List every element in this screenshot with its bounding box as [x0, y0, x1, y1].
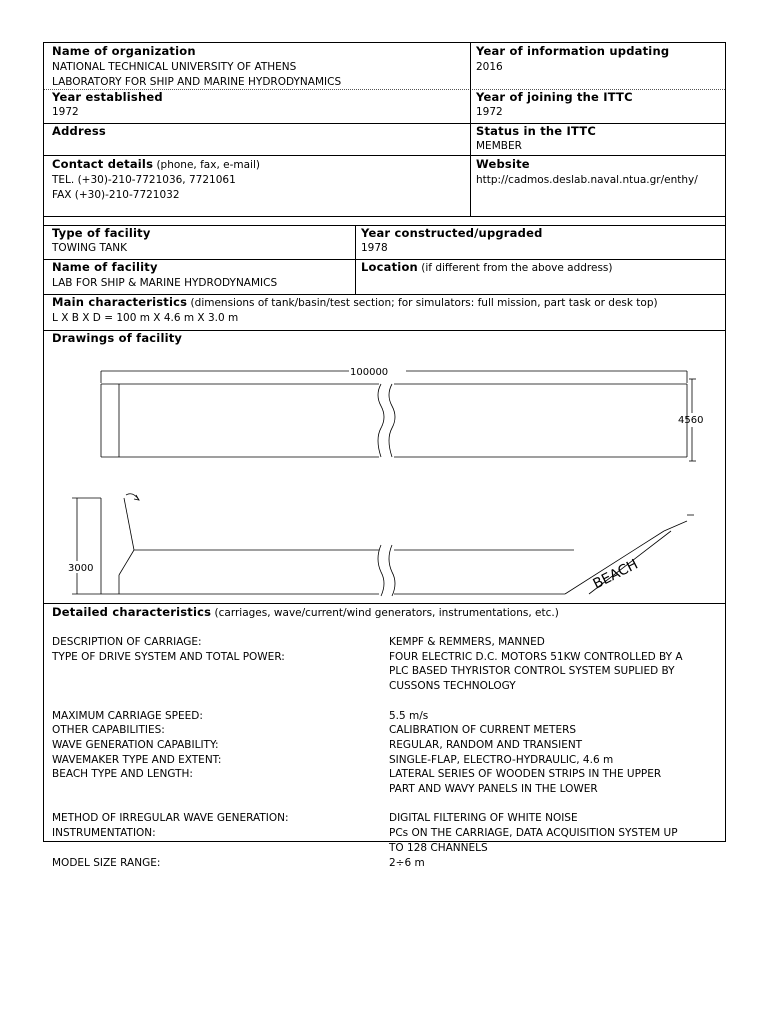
detail-key: WAVE GENERATION CAPABILITY:: [52, 738, 219, 751]
detail-value: DIGITAL FILTERING OF WHITE NOISE: [389, 812, 578, 825]
break-line: [378, 545, 384, 596]
detail-key: WAVEMAKER TYPE AND EXTENT:: [52, 753, 222, 766]
detail-key: DESCRIPTION OF CARRIAGE:: [52, 636, 202, 648]
break-line: [389, 545, 395, 596]
contact-fax: FAX (+30)-210-7721032: [52, 189, 180, 201]
established-value: 1972: [52, 106, 79, 118]
divider: [44, 155, 725, 156]
org-name-line2: LABORATORY FOR SHIP AND MARINE HYDRODYNAMICS: [52, 76, 342, 88]
beach-top: [664, 521, 687, 531]
main-characteristics-hint: (dimensions of tank/basin/test section; for simulators: full mission, part task or desk top): [187, 297, 658, 309]
detail-value: FOUR ELECTRIC D.C. MOTORS 51KW CONTROLLED BY A: [389, 650, 683, 663]
detail-key: MAXIMUM CARRIAGE SPEED:: [52, 709, 203, 722]
detail-value: PCs ON THE CARRIAGE, DATA ACQUISITION SYSTEM UP: [389, 827, 678, 840]
detail-key: OTHER CAPABILITIES:: [52, 724, 165, 737]
org-name-line1: NATIONAL TECHNICAL UNIVERSITY OF ATHENS: [52, 61, 297, 73]
details-hint: (carriages, wave/current/wind generators, instrumentations, etc.): [211, 607, 559, 619]
details-label: Detailed characteristics: [52, 605, 212, 619]
constructed-label: Year constructed/upgraded: [361, 226, 543, 240]
facility-type-label: Type of facility: [52, 226, 151, 240]
facility-name-label: Name of facility: [52, 260, 158, 274]
location-hint: (if different from the above address): [417, 262, 613, 274]
detail-key: BEACH TYPE AND LENGTH:: [52, 768, 193, 781]
detail-value: REGULAR, RANDOM AND TRANSIENT: [389, 738, 583, 751]
wavemaker-flap: [124, 498, 134, 550]
facility-type-value: TOWING TANK: [52, 242, 128, 254]
wavemaker-flap: [119, 550, 134, 575]
main-characteristics-value: L X B X D = 100 m X 4.6 m X 3.0 m: [52, 312, 239, 324]
facility-form: [43, 42, 726, 869]
contact-heading: [52, 157, 260, 173]
location-label: Location: [361, 260, 418, 274]
detail-value: LATERAL SERIES OF WOODEN STRIPS IN THE UPPER: [389, 768, 662, 781]
width-dimension-label: 4560: [678, 415, 704, 426]
website-label: Website: [476, 157, 530, 171]
depth-dimension-label: 3000: [68, 563, 94, 574]
plan-view-outline: [101, 384, 687, 457]
column-divider: [355, 225, 356, 294]
website-link[interactable]: http://cadmos.deslab.naval.ntua.gr/enthy/: [476, 174, 698, 186]
divider: [44, 603, 725, 604]
constructed-value: 1978: [361, 242, 388, 254]
location-heading: [361, 260, 612, 276]
contact-tel: TEL. (+30)-210-7721036, 7721061: [52, 174, 236, 186]
divider: [44, 123, 725, 124]
org-name-label: Name of organization: [52, 44, 196, 58]
detail-value: CUSSONS TECHNOLOGY: [389, 680, 516, 693]
detail-value: PART AND WAVY PANELS IN THE LOWER: [389, 783, 598, 795]
contact-label: Contact details: [52, 157, 154, 171]
facility-name-value: LAB FOR SHIP & MARINE HYDRODYNAMICS: [52, 277, 278, 289]
main-characteristics-heading: [52, 295, 658, 311]
established-label: Year established: [52, 90, 163, 104]
break-line: [378, 384, 384, 457]
detail-key: MODEL SIZE RANGE:: [52, 856, 161, 869]
length-dimension-label: 100000: [350, 367, 389, 378]
drawings-label: Drawings of facility: [52, 331, 183, 345]
detail-key: INSTRUMENTATION:: [52, 827, 156, 840]
detail-value: KEMPF & REMMERS, MANNED: [389, 636, 545, 648]
detail-value: 5.5 m/s: [389, 709, 429, 722]
detail-value: PLC BASED THYRISTOR CONTROL SYSTEM SUPLIED BY: [389, 665, 675, 678]
contact-hint: (phone, fax, e-mail): [153, 159, 260, 171]
address-label: Address: [52, 124, 106, 138]
detail-key: TYPE OF DRIVE SYSTEM AND TOTAL POWER:: [52, 650, 285, 663]
main-characteristics-label: Main characteristics: [52, 295, 188, 309]
divider: [44, 216, 725, 217]
update-year-label: Year of information updating: [476, 44, 670, 58]
tank-drawing: [44, 367, 725, 601]
update-year-value: 2016: [476, 61, 503, 73]
joining-value: 1972: [476, 106, 503, 118]
column-divider: [470, 43, 471, 216]
detail-value: 2÷6 m: [389, 856, 425, 869]
detail-value: SINGLE-FLAP, ELECTRO-HYDRAULIC, 4.6 m: [389, 753, 614, 766]
beach-slope: [565, 531, 664, 594]
detail-key: METHOD OF IRREGULAR WAVE GENERATION:: [52, 812, 289, 825]
break-line: [389, 384, 395, 457]
detail-value: TO 128 CHANNELS: [389, 841, 488, 854]
status-label: Status in the ITTC: [476, 124, 596, 138]
details-heading: [52, 605, 559, 621]
status-value: MEMBER: [476, 140, 522, 152]
detail-value: CALIBRATION OF CURRENT METERS: [389, 724, 577, 737]
beach-label: BEACH: [590, 556, 641, 593]
joining-label: Year of joining the ITTC: [476, 90, 633, 104]
